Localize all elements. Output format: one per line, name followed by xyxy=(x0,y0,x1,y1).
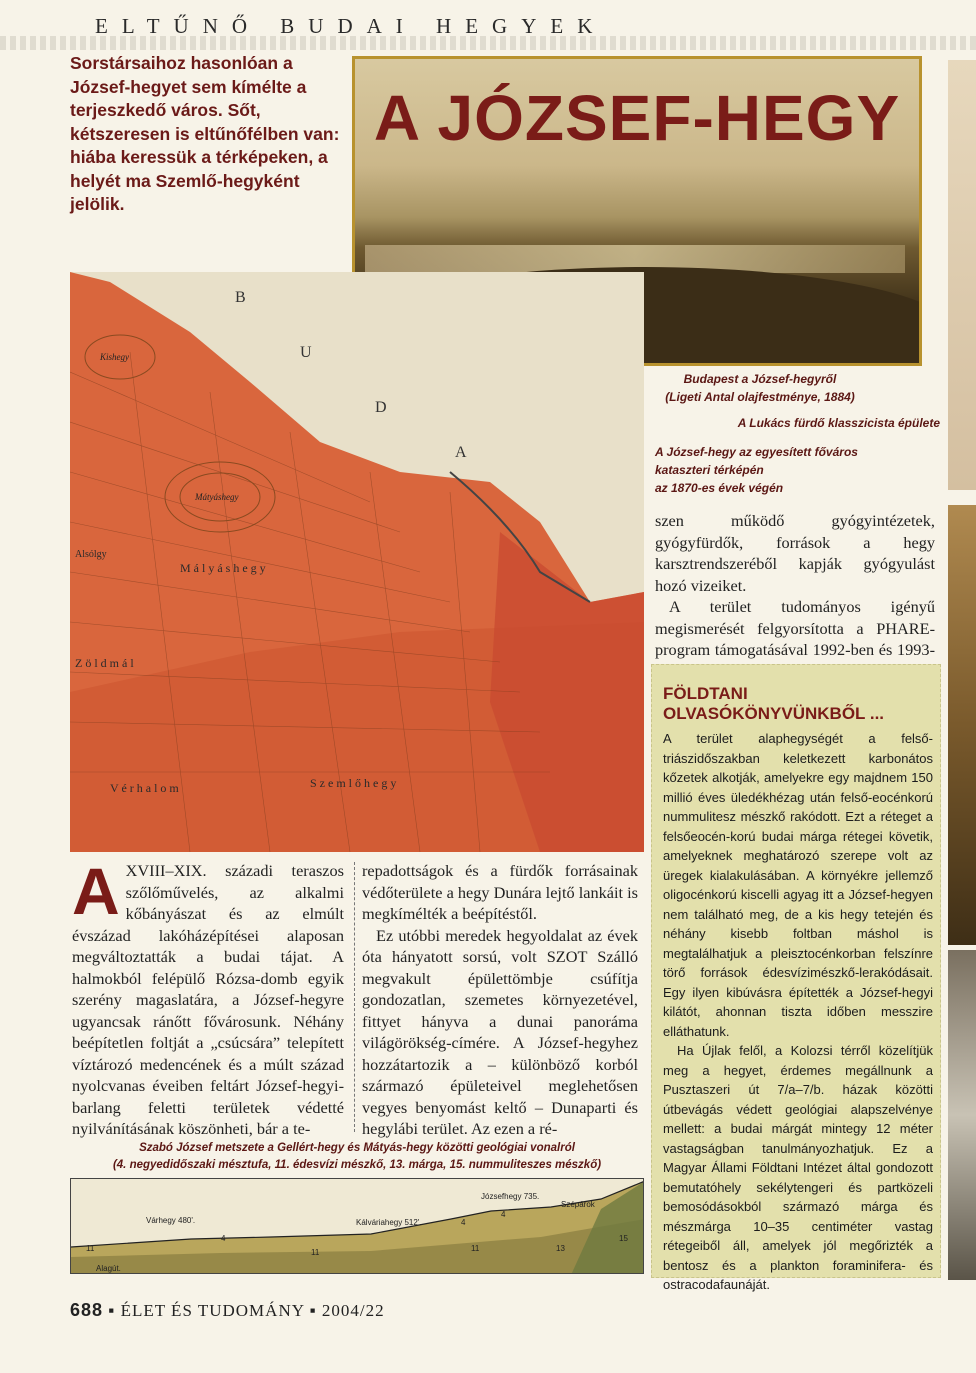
sidebar-title: FÖLDTANI OLVASÓKÖNYVÜNKBŐL ... xyxy=(663,684,885,723)
map-label-zoldmal: Z ö l d m á l xyxy=(75,656,134,670)
section-layer-number: 4 xyxy=(221,1234,226,1243)
map-label-matyashegy: M á l y á s h e g y xyxy=(180,561,266,575)
section-label-szeparok: Szépárok xyxy=(561,1200,595,1209)
section-layer-number: 4 xyxy=(501,1210,506,1219)
painting-caption: Budapest a József-hegyről (Ligeti Antal olajfestménye, 1884) xyxy=(665,372,855,404)
section-label-jozsefhegy: Józsefhegy 735. xyxy=(481,1192,540,1201)
column-divider xyxy=(354,862,355,1132)
section-label-alagut: Alagút. xyxy=(96,1264,121,1273)
map-label-verhalom: V é r h a l o m xyxy=(110,781,179,795)
article-column-3: szen működő gyógyintézetek, gyógyfürdők, források a hegy karsztrendszeréből kapják gyógyulást hozó vizeiket. A terület tudományos igényű megismerését felgyorsította a PHARE-program támogatásával 1992-ben és 1993- xyxy=(655,511,935,659)
geological-section xyxy=(70,1178,644,1274)
article-title: A JÓZSEF-HEGY xyxy=(373,82,901,154)
intro-lead: Sorstársaihoz hasonlóan a József-hegyet sem kímélte a terjeszkedő város. Sőt, kétszeresen is eltűnőfélben van: hiába keressük a térképeken, a helyét ma Szemlő-hegyként jelölik. xyxy=(70,53,340,214)
map-label-buda: D xyxy=(375,399,387,416)
section-layer-number: 15 xyxy=(619,1234,628,1243)
page-footer xyxy=(70,1300,385,1321)
section-caption: Szabó József metszete a Gellért-hegy és Mátyás-hegy közötti geológiai vonalról (4. negyedidőszaki mésztufa, 11. édesvízi mészkő, 13. márga, 15. nummuliteszes mészkő) xyxy=(112,1142,602,1171)
magazine-name: ÉLET ÉS TUDOMÁNY xyxy=(120,1301,305,1320)
section-layer-number: 11 xyxy=(86,1244,95,1253)
adjacent-page-photo xyxy=(948,505,976,945)
lukacs-caption: A Lukács fürdő klasszicista épülete xyxy=(737,416,940,430)
map-label-buda: U xyxy=(300,344,312,361)
article-column-1: A XVIII–XIX. századi teraszos szőlőművelés, az alkalmi kőbányászat és az elmúlt évszázad lakóházépítései alaposan megváltoztatták a budai tájat. A halmokból felépülő Rózsa-domb egyik szerény magaslatára, a József-hegyre ugyancsak ránőtt fővárosunk. Néhány beépítetlen foltját a „csúcsára” telepített víztározó medencének és a múlt század nyolcvanas éveiben feltárt József-hegyi-barlang feletti területek védetté nyilvánításának köszönheti, bár a te- xyxy=(72,854,344,1138)
section-label-kalvaria: Kálváriahegy 512'. xyxy=(356,1218,422,1227)
section-layer-number: 11 xyxy=(471,1244,480,1253)
issue-number: 2004/22 xyxy=(321,1301,385,1320)
section-label-varhegy: Várhegy 480'. xyxy=(146,1216,196,1225)
section-layer-number: 11 xyxy=(311,1248,320,1257)
map-label-kishegy: Kishegy xyxy=(100,352,129,362)
running-title: ELTŰNŐ BUDAI HEGYEK xyxy=(95,14,607,38)
footer-separator: ▪ xyxy=(108,1301,116,1320)
sidebar-text: A terület alaphegységét a felső-triászidőszakban keletkezett karbonátos kőzetek alkotják, amelyekre egy majdnem 150 millió éves üledékhézag után felső-eocénkorú nummulitesz mészkő rakódott. Ezt a réteget a felsőeocén-korú budai márga rétegei követik, amelyeknek meghatározó szerepe volt az üregek kialakulásában. A környékre jellemző oligocénkorú kiscelli agyag itt a József-hegyen nem található meg, de a kis hegy tetején és néhány kisebb foltban máshol is megtalálhatjuk a pleisztocénkorban felszínre törő források édesvízimészkő-lerakódásait. Egy ilyen kibúvásra építették a József-hegyi kilátót, ahonnan tiszta időben messzire elláthatunk. Ha Újlak felől, a Kolozsi térről közelítjük meg a hegyet, érdemes megállnunk a Pusztaszeri út 7/a–7/b. házak közötti útbevágás védett geológiai alapszelvénye mellett: a budai márgát mintegy 12 méter vastagságban tanulmányozhatjuk. Ez a Magyar Állami Földtani Intézet által gondozott bemutatóhely sekélytengeri és partközeli bemosódásokból származó márga és mészmárga 10–35 centiméter vastag rétegeiből áll, amelyek jól megőrizték a bentosz és a plankton foraminifera- és ostracodafaunáját. xyxy=(663,731,933,1292)
cadastral-map xyxy=(70,272,644,852)
article-column-2: repadottságok és a fürdők forrásainak védőterülete a hegy Dunára lejtő lankáit is megkímélték a beépítéstől. Ez utóbbi meredek hegyoldalat az évek óta hányatott sorsú, volt SZOT Szálló megvakult épülettömbje csúfítja gondozatlan, szemetes környezetével, fittyet hányva a dunai panoráma világörökség-címére. A József-hegyhez hozzátartozik a – különböző korból származó épületeivel meglehetősen vegyes benyomást keltő – Dunaparti és hegylábi terület. Az ezen a ré- xyxy=(362,861,638,1138)
map-label-buda: B xyxy=(235,289,246,306)
map-label-szemlohegy: S z e m l ő h e g y xyxy=(310,776,397,790)
section-layer-number: 4 xyxy=(461,1218,466,1227)
section-layer-number: 13 xyxy=(556,1244,565,1253)
map-label-alsolyes: Alsólgy xyxy=(75,549,107,560)
drop-cap: A xyxy=(72,854,120,928)
map-label-buda: A xyxy=(455,444,467,461)
map-label-matyas-top: Mátyáshegy xyxy=(195,492,239,502)
footer-separator: ▪ xyxy=(309,1301,317,1320)
map-caption: A József-hegy az egyesített főváros kataszteri térképén az 1870-es évek végén xyxy=(655,445,858,495)
page-number: 688 xyxy=(70,1300,104,1320)
adjacent-page-photo xyxy=(948,950,976,1280)
adjacent-page-edge xyxy=(948,60,976,490)
